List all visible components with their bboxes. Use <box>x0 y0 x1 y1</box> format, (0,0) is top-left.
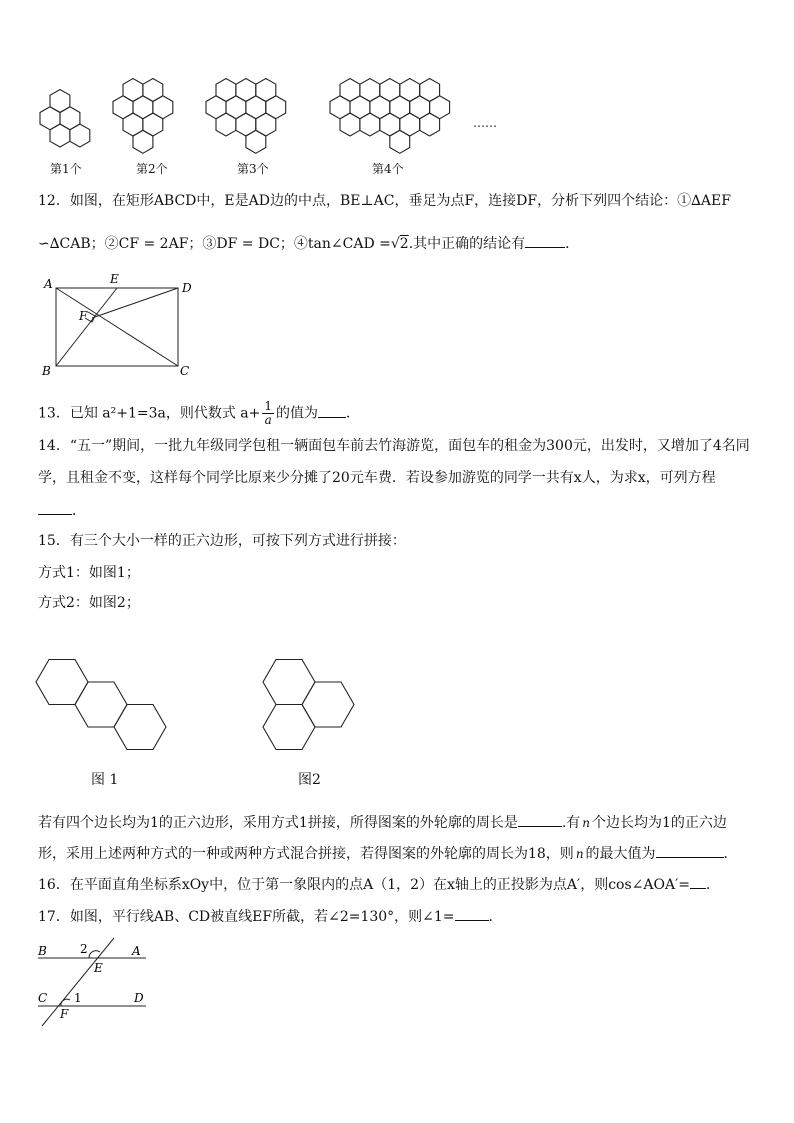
variable-n: n <box>575 847 584 861</box>
figure-2-caption: 图2 <box>298 772 321 788</box>
label-c: C <box>38 991 48 1005</box>
q13-post: 的值为 <box>276 405 319 422</box>
pattern-hexagon <box>430 96 450 119</box>
segment-be <box>56 288 117 366</box>
pattern-hexagon <box>50 124 70 147</box>
pattern-caption-2: 第2个 <box>136 162 168 176</box>
label-f: F <box>60 1007 69 1021</box>
q13-end: ． <box>346 405 361 422</box>
rectangle-abcd-figure <box>36 272 206 382</box>
pattern-ellipsis: …… <box>473 116 497 130</box>
q14-line-1: 14．“五一”期间，一批九年级同学包租一辆面包车前去竹海游览，面包车的租金为300元，出发时，又增加了4名同 <box>38 438 750 454</box>
label-angle-1: 1 <box>74 991 82 1005</box>
hexagon-figure-2 <box>255 650 375 766</box>
pattern-hexagon <box>133 130 153 153</box>
q16-end: ． <box>706 877 720 893</box>
q15-line-1: 15．有三个大小一样的正六边形，可按下列方式进行拼接： <box>38 533 406 549</box>
parallel-lines-figure <box>34 936 154 1028</box>
hexagon-2 <box>302 682 354 727</box>
answer-blank <box>518 812 562 827</box>
variable-n: n <box>582 816 590 830</box>
label-b: B <box>42 364 51 378</box>
hexagon-2 <box>75 682 127 727</box>
sqrt-symbol: √ <box>390 236 400 252</box>
pattern-hexagon <box>70 124 90 147</box>
label-a: A <box>44 277 53 291</box>
pattern-hexagon <box>360 113 380 136</box>
q14-end: ． <box>72 503 86 519</box>
label-angle-2: 2 <box>80 942 88 956</box>
q13-line <box>38 400 360 427</box>
q16-text: 16．在平面直角坐标系xOy中，位于第一象限内的点A（1，2）在x轴上的正投影为点A′，则cos∠AOA′= <box>38 877 690 893</box>
pattern-hexagon <box>246 130 266 153</box>
pattern-hexagon <box>340 113 360 136</box>
pattern-hexagon <box>390 130 410 153</box>
q15-line-5a: 形，采用上述两种方式的一种或两种方式混合拼接，若得图案的外轮廓的周长为18，则 <box>38 846 574 862</box>
q13-pre: 13．已知 a²+1=3a，则代数式 a+ <box>38 405 261 422</box>
label-a: A <box>132 944 141 958</box>
line-ef <box>42 938 114 1026</box>
label-b: B <box>38 944 47 958</box>
q15-line-2: 方式1：如图1； <box>38 565 140 581</box>
angle-1-arc <box>61 999 70 1006</box>
q12-line-1: 12．如图，在矩形ABCD中，E是AD边的中点，BE⊥AC，垂足为点F，连接DF，分析下列四个结论：①∆AEF <box>38 193 731 209</box>
q12-sqrt-value: 2 <box>399 236 409 252</box>
answer-blank <box>318 403 346 418</box>
pattern-hexagon <box>266 96 286 119</box>
hexagon-figure-1 <box>34 650 194 766</box>
q15-line-5b: 的最大值为 <box>585 846 656 862</box>
q15-line-4 <box>38 812 727 832</box>
label-e: E <box>110 272 119 286</box>
q12-line-2-end: ． <box>565 236 580 252</box>
label-c: C <box>180 364 190 378</box>
answer-blank <box>38 500 72 515</box>
segment-ac <box>56 288 178 366</box>
q15-line-4c: 个边长均为1的正六边 <box>592 815 727 831</box>
figure-1-caption: 图 1 <box>91 772 119 788</box>
answer-blank <box>656 843 724 858</box>
label-d: D <box>182 281 192 295</box>
q17-end: ． <box>488 909 503 925</box>
hexagon-1 <box>36 660 88 705</box>
q12-line-2a: ∽∆CAB；②CF = 2AF；③DF = DC；④tan∠CAD = <box>38 236 391 252</box>
pattern-hexagon <box>216 113 236 136</box>
hexagon-3 <box>114 705 166 750</box>
label-f: F <box>79 309 88 323</box>
answer-blank <box>525 233 565 248</box>
label-d: D <box>134 991 144 1005</box>
fraction-numerator: 1 <box>264 399 273 413</box>
honeycomb-pattern-figure <box>30 74 510 176</box>
pattern-caption-4: 第4个 <box>372 162 404 176</box>
fraction-denominator: a <box>264 413 272 427</box>
pattern-caption-3: 第3个 <box>237 162 269 176</box>
hexagon-1 <box>263 660 315 705</box>
q14-line-2: 学，且租金不变，这样每个同学比原来少分摊了20元车费．若设参加游览的同学一共有x人，为求x，可列方程 <box>38 470 716 486</box>
q15-line-4a: 若有四个边长均为1的正六边形，采用方式1拼接，所得图案的外轮廓的周长是 <box>38 815 518 831</box>
q12-line-2b: .其中正确的结论有 <box>408 236 526 252</box>
fraction <box>262 400 274 427</box>
q14-line-3 <box>38 500 86 520</box>
q17-text: 17．如图，平行线AB、CD被直线EF所截，若∠2=130°，则∠1= <box>38 909 455 925</box>
q12-line-2 <box>38 233 579 253</box>
q15-line-3: 方式2：如图2； <box>38 595 140 611</box>
q15-line-5c: ． <box>723 846 738 862</box>
label-e: E <box>94 961 103 975</box>
q17-line <box>38 906 503 926</box>
q16-line <box>38 874 720 894</box>
hexagon-3 <box>263 705 315 750</box>
q15-line-4b: .有 <box>561 815 581 831</box>
q15-line-5 <box>38 843 738 863</box>
answer-blank <box>690 874 706 889</box>
pattern-hexagon <box>420 113 440 136</box>
answer-blank <box>455 906 489 921</box>
pattern-caption-1: 第1个 <box>50 162 82 176</box>
